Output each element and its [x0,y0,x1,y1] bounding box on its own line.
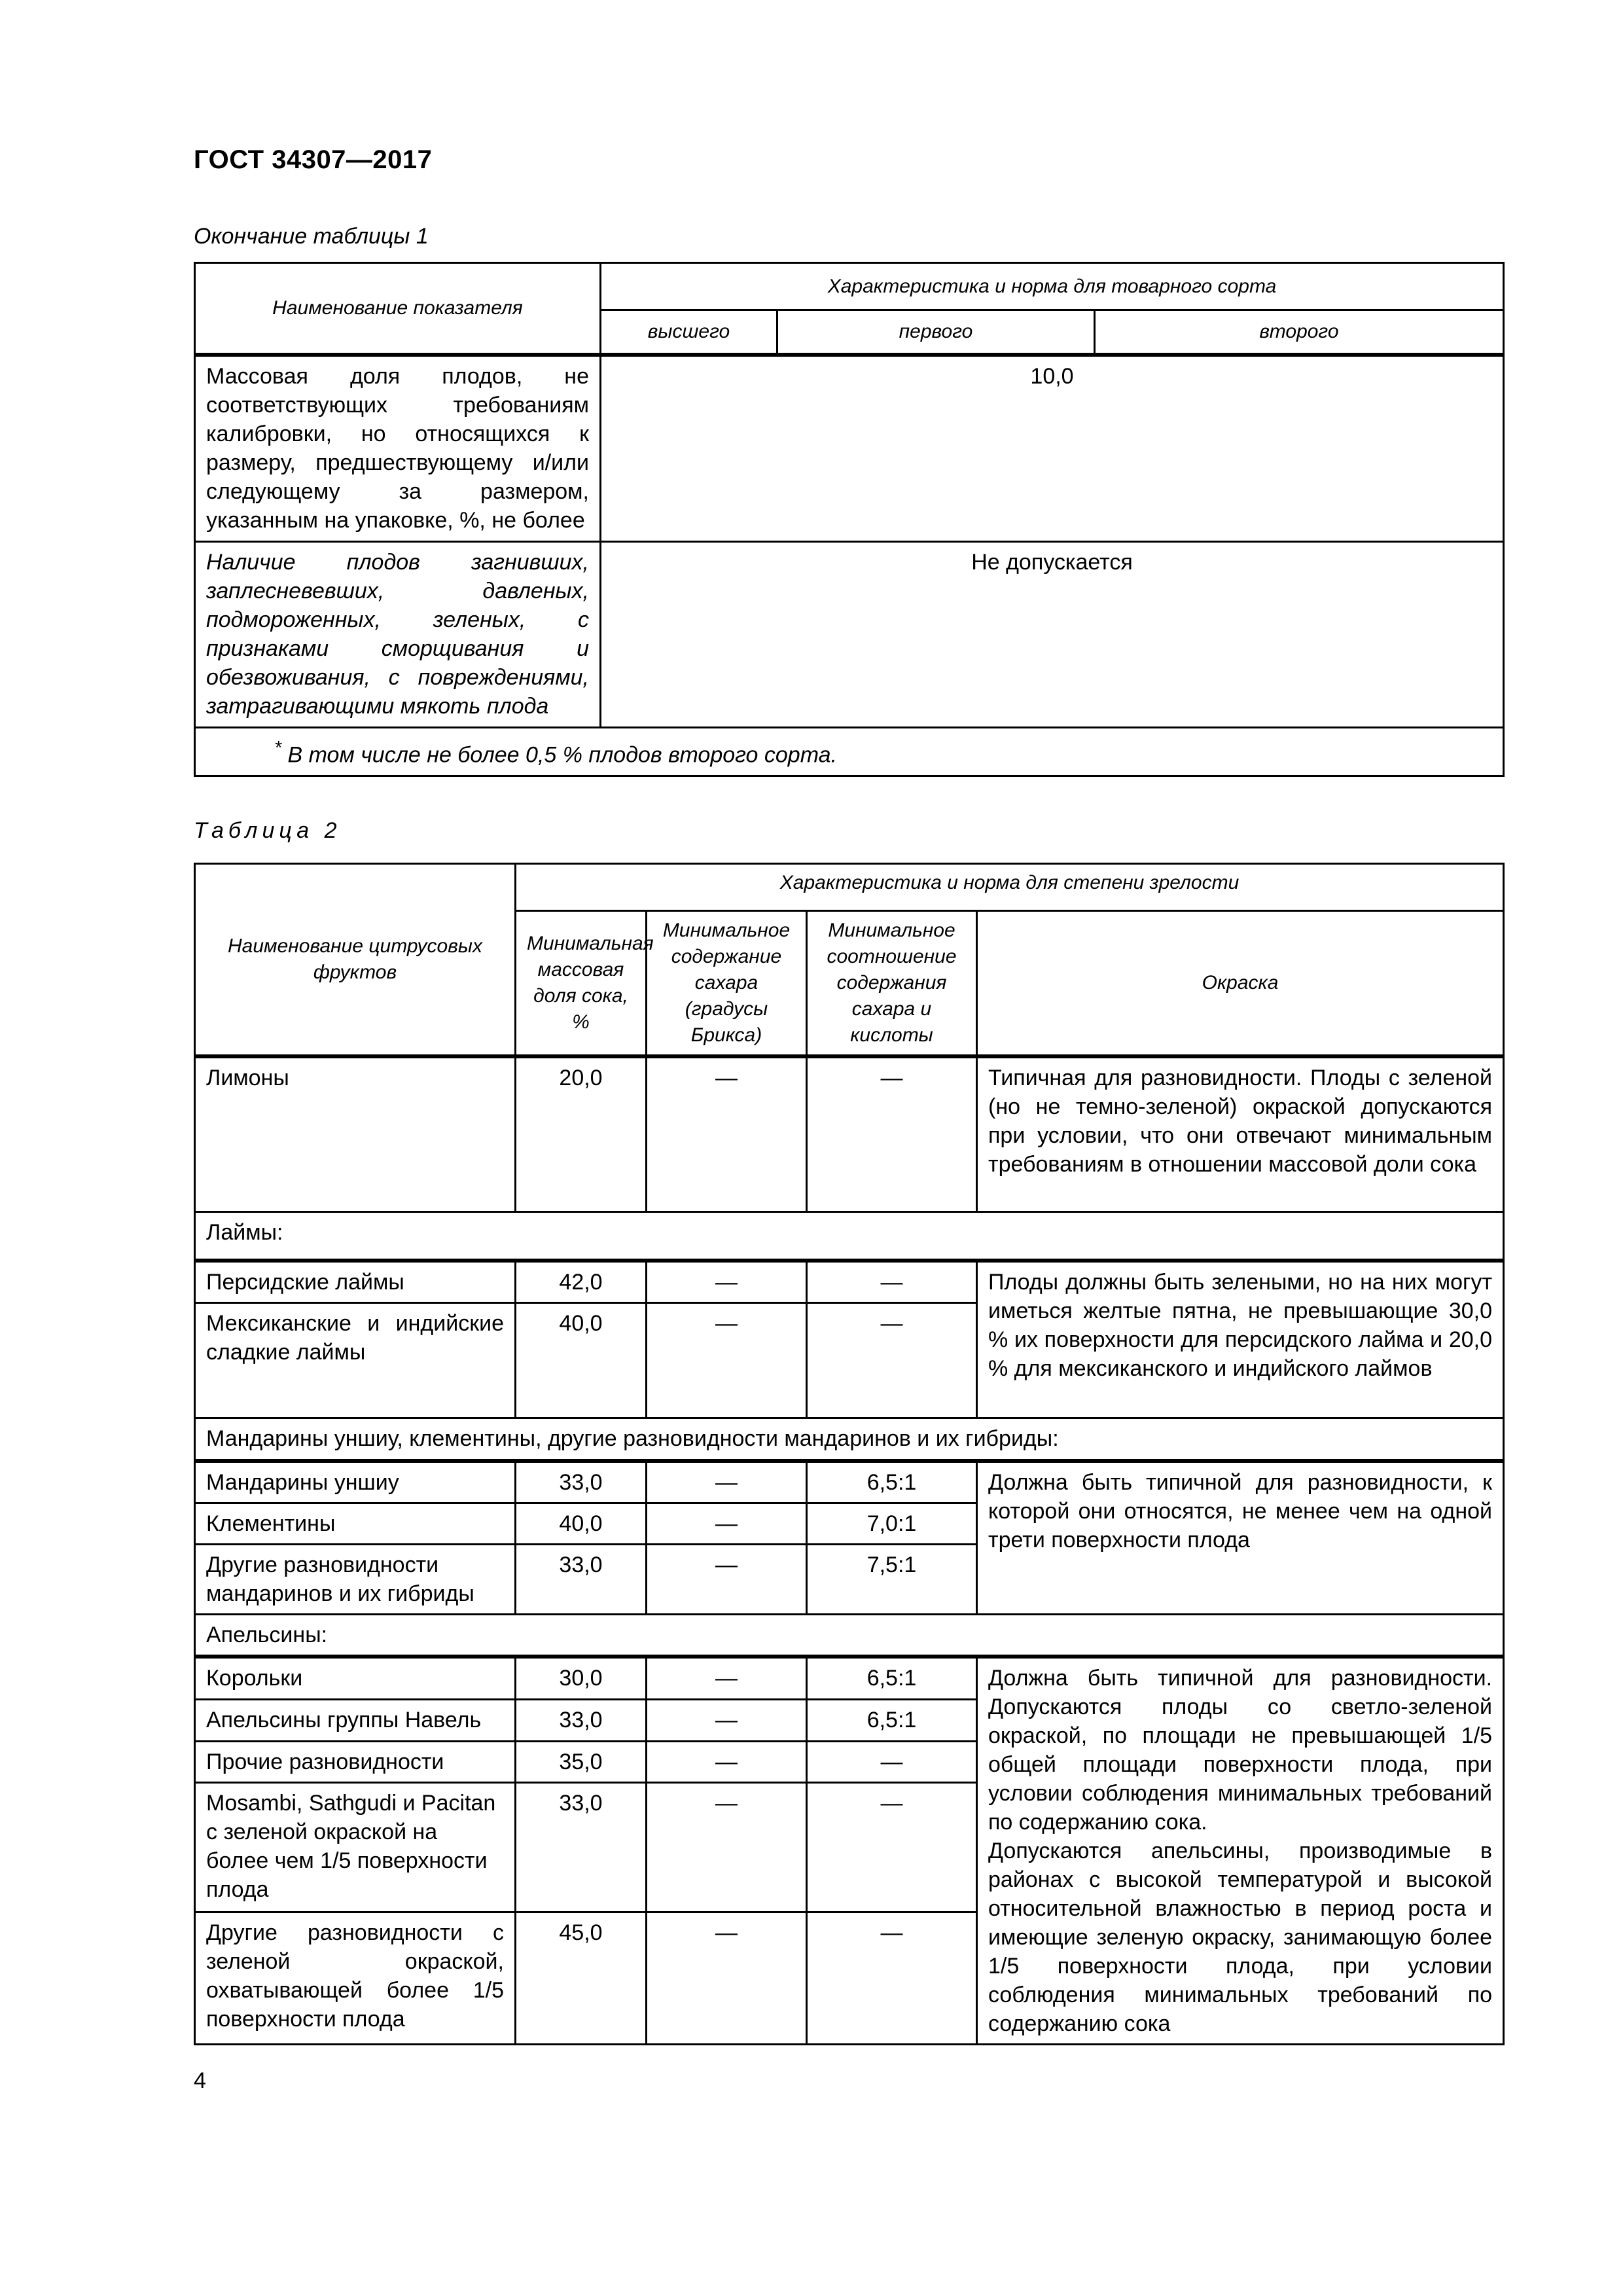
t2-row-sugar: — [647,1699,807,1741]
t2-row-juice: 33,0 [516,1783,647,1912]
t2-oranges-color [977,1657,1504,2045]
t2-row-sugar: — [647,1461,807,1503]
t2-row-juice: 33,0 [516,1461,647,1503]
t1-row-name: Массовая доля плодов, не соответствующих требованиям калибровки, но относящихся к размеру, предшествующему и/или следующему за размером, указанным на упаковке, %, не более [195,355,601,542]
oranges-color-paragraph: Допускаются апельсины, производимые в районах с высокой температурой и высокой относительной влажностью в период роста и имеющие зеленую окраску, занимающую более 1/5 поверхности плода, при условии соблюдения минимальных требований по содержанию сока [988,1839,1493,2036]
t2-row-sugar: — [647,1302,807,1418]
t2-row-name: Mosambi, Sathgudi и Pacitan с зеленой окраской на более чем 1/5 поверхности плода [195,1783,516,1912]
t2-row-juice: 42,0 [516,1261,647,1303]
t2-row-name: Мексиканские и индийские сладкие лаймы [195,1302,516,1418]
t1-header-name: Наименование показателя [195,263,601,355]
t2-row-name: Лимоны [195,1056,516,1212]
t2-row-juice: 40,0 [516,1302,647,1418]
table2-caption: Таблица 2 [194,818,342,843]
t2-subheader-juice: Минимальная массовая доля сока, % [516,911,647,1056]
t2-row-sugar: — [647,1741,807,1783]
t2-row-juice: 30,0 [516,1657,647,1699]
t2-row-name: Персидские лаймы [195,1261,516,1303]
t2-row-sugar: — [647,1783,807,1912]
t2-row-ratio: 7,0:1 [807,1503,977,1545]
t2-row-sugar: — [647,1657,807,1699]
t2-row-ratio: — [807,1261,977,1303]
t2-header-group: Характеристика и норма для степени зрелости [516,864,1504,911]
t2-row-sugar: — [647,1912,807,2044]
t2-row-ratio: 6,5:1 [807,1699,977,1741]
t2-row-name: Корольки [195,1657,516,1699]
footnote-mark: * [274,738,282,759]
t2-group-oranges: Апельсины: [195,1615,1504,1657]
t2-row-name: Клементины [195,1503,516,1545]
t2-row-ratio: 6,5:1 [807,1657,977,1699]
t2-row-name: Мандарины уншиу [195,1461,516,1503]
page-number: 4 [194,2068,206,2093]
t2-row-juice: 33,0 [516,1699,647,1741]
t2-subheader-color: Окраска [977,911,1504,1056]
table1-caption: Окончание таблицы 1 [194,224,429,249]
t2-row-ratio: — [807,1741,977,1783]
t2-row-ratio: — [807,1056,977,1212]
table1 [194,262,1505,777]
t1-row-value: 10,0 [601,355,1504,542]
t2-row-sugar: — [647,1545,807,1615]
t2-row-juice: 40,0 [516,1503,647,1545]
t2-row-ratio: 6,5:1 [807,1461,977,1503]
t2-limes-color: Плоды должны быть зелеными, но на них могут иметься желтые пятна, не превышающие 30,0 % их поверхности для персидского лайма и 20,0 % для мексиканского и индийского лаймов [977,1261,1504,1418]
t2-row-sugar: — [647,1503,807,1545]
t2-row-ratio: — [807,1912,977,2044]
t2-row-ratio: 7,5:1 [807,1545,977,1615]
t2-row-juice: 20,0 [516,1056,647,1212]
t2-group-mandarins: Мандарины уншиу, клементины, другие разновидности мандаринов и их гибриды: [195,1418,1504,1461]
t2-group-limes: Лаймы: [195,1212,1504,1261]
t1-header-group: Характеристика и норма для товарного сорта [601,263,1504,310]
t2-subheader-sugar: Минимальное содержание сахара (градусы Брикса) [647,911,807,1056]
t1-row-name: Наличие плодов загнивших, заплесневевших, давленых, подмороженных, зеленых, с признаками сморщивания и обезвоживания, с повреждениями, затрагивающими мякоть плода [195,542,601,728]
t2-mandarins-color: Должна быть типичной для разновидности, к которой они относятся, не менее чем на одной трети поверхности плода [977,1461,1504,1615]
t2-row-name: Апельсины группы Навель [195,1699,516,1741]
t2-row-ratio: — [807,1783,977,1912]
t2-row-juice: 45,0 [516,1912,647,2044]
t2-row-name: Другие разновидности мандаринов и их гибриды [195,1545,516,1615]
t1-subheader-highest: высшего [601,310,777,355]
t2-row-juice: 33,0 [516,1545,647,1615]
t2-row-sugar: — [647,1056,807,1212]
t2-row-color: Типичная для разновидности. Плоды с зеленой (но не темно-зеленой) окраской допускаются при условии, что они отвечают минимальным требованиям в отношении массовой доли сока [977,1056,1504,1212]
table2 [194,863,1505,2045]
footnote-text: В том числе не более 0,5 % плодов второго сорта. [281,742,838,768]
t1-subheader-first: первого [777,310,1095,355]
t1-subheader-second: второго [1095,310,1504,355]
t1-row-value: Не допускается [601,542,1504,728]
t2-header-name: Наименование цитрусовых фруктов [195,864,516,1056]
t2-row-sugar: — [647,1261,807,1303]
t1-footnote [195,728,1504,776]
t2-row-name: Прочие разновидности [195,1741,516,1783]
t2-row-name: Другие разновидности с зеленой окраской, охватывающей более 1/5 поверхности плода [195,1912,516,2044]
oranges-color-paragraph: Должна быть типичной для разновидности. Допускаются плоды со светло-зеленой окраской, по площади не превышающей 1/5 общей площади поверхности плода, при условии соблюдения минимальных требований по содержанию сока. [988,1666,1493,1835]
t2-row-juice: 35,0 [516,1741,647,1783]
document-id: ГОСТ 34307—2017 [194,145,433,174]
t2-subheader-ratio: Минимальное соотношение содержания сахара и кислоты [807,911,977,1056]
t2-row-ratio: — [807,1302,977,1418]
